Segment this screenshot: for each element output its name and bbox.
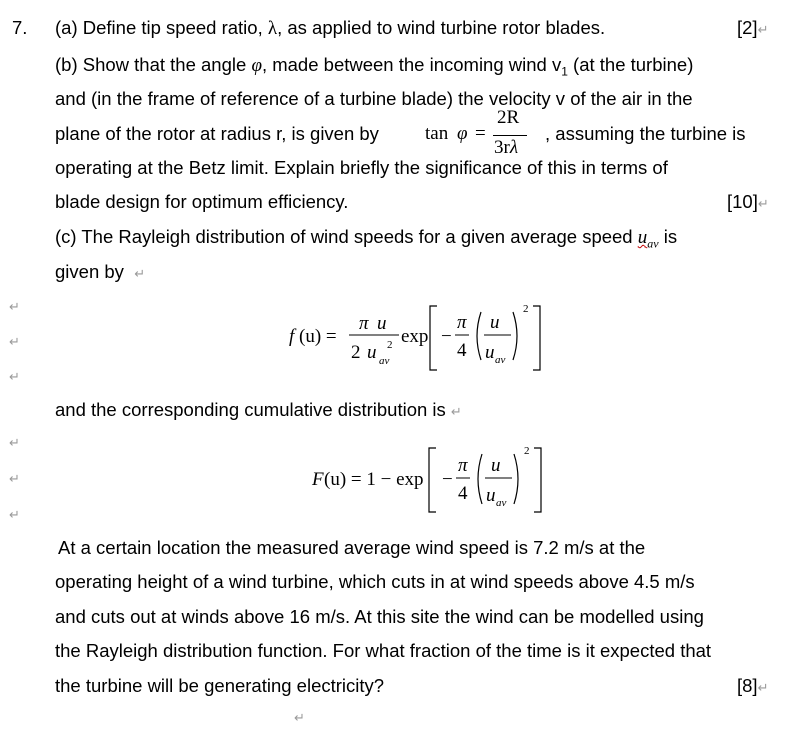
part-b-line4: operating at the Betz limit. Explain briefly the significance of this in terms of xyxy=(55,157,668,178)
part-c-line2: given by ↵ xyxy=(55,261,146,282)
para-mark: ↵ xyxy=(9,436,20,451)
eq-F-four: 4 xyxy=(458,483,468,504)
eq-F-u: u xyxy=(491,455,501,476)
para-mark: ↵ xyxy=(9,300,20,315)
part-c-marks: [8]↵ xyxy=(737,675,769,696)
part-b-marks: [10]↵ xyxy=(727,191,769,212)
part-b-line2: and (in the frame of reference of a turbine blade) the velocity v of the air in the xyxy=(55,88,693,109)
eq-f-lhs: f xyxy=(289,326,295,347)
eq-f-den-sub: av xyxy=(379,355,390,367)
para-line-2: operating height of a wind turbine, which cuts in at wind speeds above 4.5 m/s xyxy=(55,571,695,592)
eq-f-u-den-sub: av xyxy=(495,354,506,366)
para-line-4: the Rayleigh distribution function. For what fraction of the time is it expected that xyxy=(55,640,712,661)
eq-f-den-sup: 2 xyxy=(387,339,393,351)
eq-f-arg: (u) = xyxy=(299,326,337,347)
para-line-1: At a certain location the measured average wind speed is 7.2 m/s at the xyxy=(58,537,646,558)
eq-F-u-den: u xyxy=(486,485,496,506)
eq-f-exp: exp xyxy=(401,326,429,347)
part-c-cumulative-text: and the corresponding cumulative distribution is ↵ xyxy=(55,399,462,420)
eq-F-lhs: F xyxy=(312,469,324,490)
eq-f-num-pi: π xyxy=(359,313,369,334)
para-mark: ↵ xyxy=(9,472,20,487)
para-line-3: and cuts out at winds above 16 m/s. At this site the wind can be modelled using xyxy=(55,606,704,627)
part-b-line1: (b) Show that the angle φ, made between the incoming wind $v_1$ (at the turbine) xyxy=(55,54,694,79)
para-mark: ↵ xyxy=(9,370,20,385)
eq-f-four: 4 xyxy=(457,340,467,361)
rayleigh-cdf-equation xyxy=(308,440,558,520)
part-b-line5: blade design for optimum efficiency. xyxy=(55,191,349,212)
part-c-line1: (c) The Rayleigh distribution of wind speeds for a given average speed $u_{av}$ is xyxy=(55,226,678,251)
question-number: 7. xyxy=(12,17,28,38)
para-mark: ↵ xyxy=(9,508,20,523)
para-line-5: the turbine will be generating electricity? xyxy=(55,675,385,696)
eq-F-power: 2 xyxy=(524,445,530,457)
eq-f-u: u xyxy=(490,312,500,333)
eq-f-power: 2 xyxy=(523,303,529,315)
tan-phi-equation: tan φ = 2R 3rλ xyxy=(423,107,563,163)
eq-f-den-2: 2 xyxy=(351,342,361,363)
eq-F-minus: − xyxy=(442,469,453,490)
eq-f-u-den: u xyxy=(485,342,495,363)
eq-f-num-u: u xyxy=(377,313,387,334)
eq-F-u-den-sub: av xyxy=(496,497,507,509)
para-mark: ↵ xyxy=(294,711,305,726)
part-b-line3-before: plane of the rotor at radius r, is given by xyxy=(55,123,379,144)
part-a-marks: [2]↵ xyxy=(737,17,769,38)
eq-F-arg: (u) = 1 − exp xyxy=(324,469,424,490)
eq-f-pi: π xyxy=(457,312,467,333)
rayleigh-pdf-equation xyxy=(285,298,555,378)
eq-f-den-u: u xyxy=(367,342,377,363)
para-mark: ↵ xyxy=(9,335,20,350)
eq-F-pi: π xyxy=(458,455,468,476)
part-a-text: (a) Define tip speed ratio, λ, as applied to wind turbine rotor blades. xyxy=(55,17,606,39)
eq-f-minus: − xyxy=(441,326,452,347)
part-b-line3-after: , assuming the turbine is xyxy=(545,123,746,144)
